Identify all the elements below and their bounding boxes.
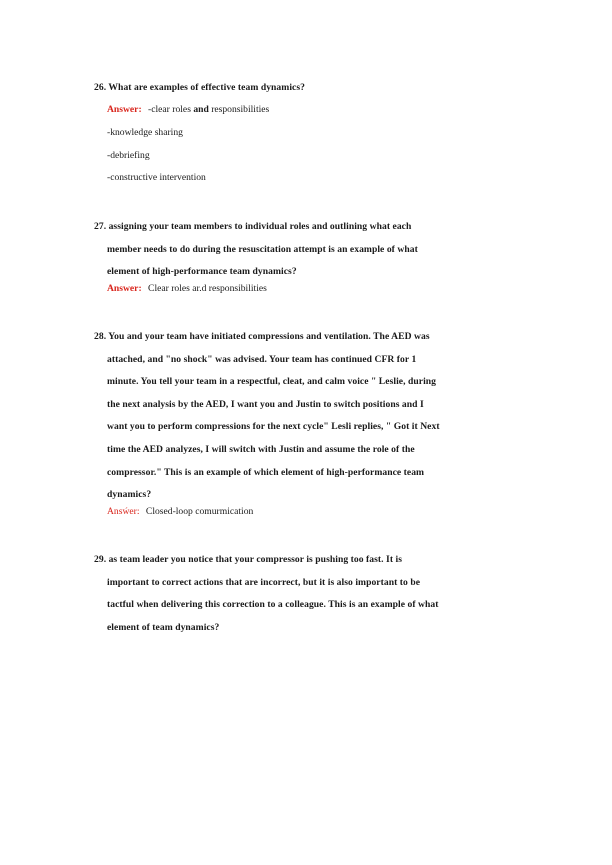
question-line: dynamics? bbox=[107, 489, 152, 501]
question-line: the next analysis by the AED, I want you and Justin to switch positions and I bbox=[107, 398, 424, 410]
question-line: compressor." This is an example of which element of high-performance team bbox=[107, 466, 425, 478]
question-line: 29. as team leader you notice that your compressor is pushing too fast. It is bbox=[94, 554, 403, 565]
question-line: element of high-performance team dynamics? bbox=[107, 266, 297, 277]
question-27 bbox=[94, 216, 572, 284]
answer-text-pre: -clear roles bbox=[148, 104, 194, 115]
answer-text-bold: and bbox=[193, 104, 209, 115]
answer-label: Ansẃer: bbox=[107, 506, 140, 517]
question-line: 28. You and your team have initiated compressions and ventilation. The AED was bbox=[94, 331, 430, 342]
answer-text: Closed-loop comurmication bbox=[145, 506, 254, 517]
question-line: time the AED analyzes, I will switch with Justin and assume the role of the bbox=[107, 443, 415, 455]
answer-label: Answer: bbox=[107, 283, 142, 294]
answer-27 bbox=[107, 283, 267, 294]
question-line: tactful when delivering this correction to a colleague. This is an example of what bbox=[107, 599, 439, 611]
answer-28 bbox=[107, 506, 253, 517]
answer-label: Answer: bbox=[107, 104, 142, 115]
answer-26 bbox=[107, 104, 269, 115]
question-line: want you to perform compressions for the next cycle" Lesli replies, " Got it Next bbox=[107, 421, 440, 433]
question-26 bbox=[94, 82, 572, 93]
question-line: member needs to do during the resuscitation attempt is an example of what bbox=[107, 243, 418, 255]
question-line: element of team dynamics? bbox=[107, 621, 220, 633]
question-29 bbox=[94, 549, 572, 639]
question-28 bbox=[94, 326, 572, 507]
answer-item: -constructive intervention bbox=[107, 172, 206, 183]
answer-item: -knowledge sharing bbox=[107, 127, 183, 138]
question-line: important to correct actions that are incorrect, but it is also important to be bbox=[107, 576, 421, 588]
question-line: minute. You tell your team in a respectful, cleat, and calm voice " Leslie, during bbox=[107, 376, 437, 388]
question-line: 26. What are examples of effective team dynamics? bbox=[94, 82, 305, 93]
answer-item: -debriefing bbox=[107, 150, 150, 161]
answer-text: Clear roles ar.d responsibilities bbox=[148, 283, 267, 294]
question-line: attached, and "no shock" was advised. Your team has continued CFR for 1 bbox=[107, 353, 417, 365]
answer-text-post: responsibilities bbox=[208, 104, 270, 115]
question-line: 27. assigning your team members to individual roles and outlining what each bbox=[94, 221, 412, 232]
